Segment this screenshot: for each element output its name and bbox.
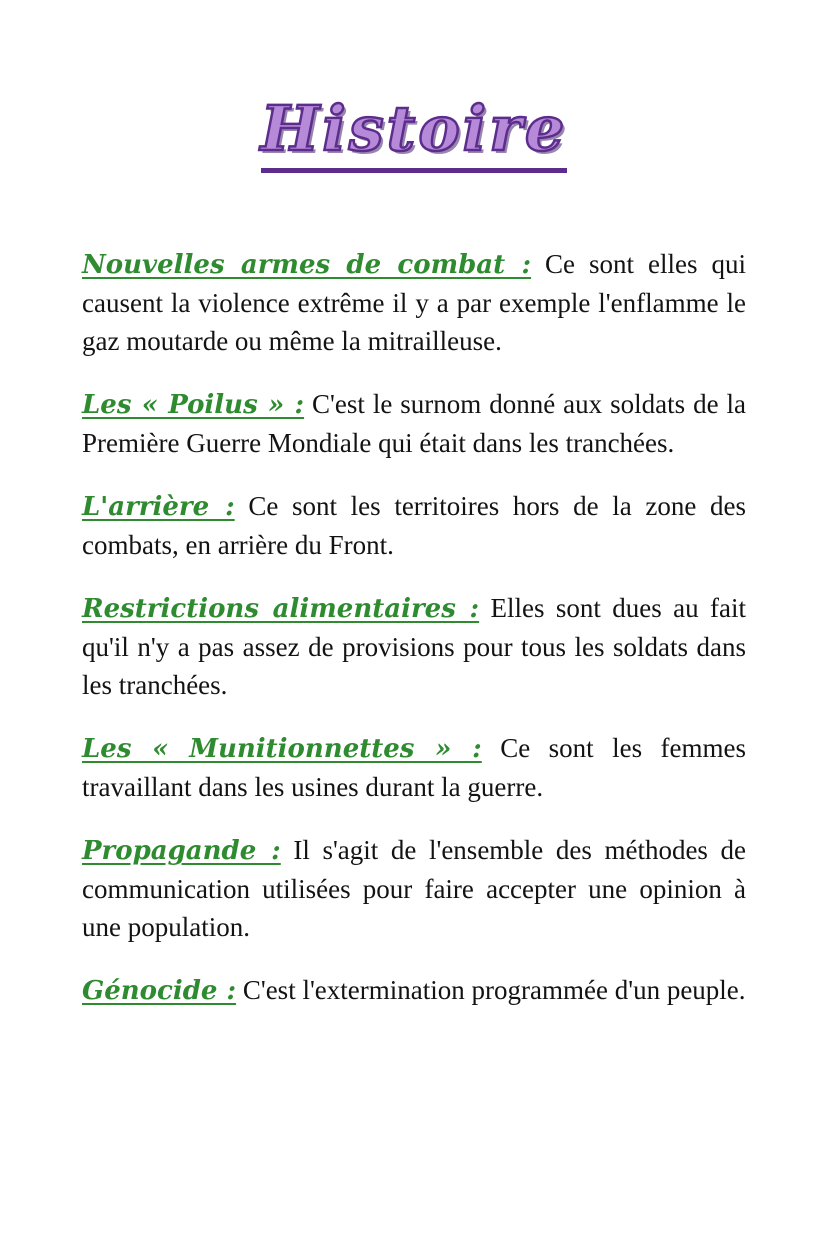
term-label: L'arrière : [82,492,235,522]
term-label: Les « Munitionnettes » : [82,734,482,764]
title-container [82,0,746,173]
term-definition-entry [82,385,746,462]
term-label: Restrictions alimentaires : [82,594,480,624]
definition-text: Il s'agit de l'ensemble des méthodes de communication utilisées pour faire accepter une opinion à une population. [82,835,747,942]
term-label: Nouvelles armes de combat : [82,250,532,280]
term-definition-entry [82,245,746,360]
term-definition-entry [82,487,746,564]
definition-text: Ce sont les territoires hors de la zone des combats, en arrière du Front. [82,491,746,560]
document-title: Histoire [261,98,568,173]
definition-text: C'est l'extermination programmée d'un peuple. [242,975,746,1005]
definition-text: Ce sont elles qui causent la violence extrême il y a par exemple l'enflamme le gaz moutarde ou même la mitrailleuse. [82,249,747,356]
term-label: Les « Poilus » : [82,390,305,420]
term-definition-entry [82,971,746,1010]
term-label: Propagande : [82,836,281,866]
term-definition-entry [82,729,746,806]
term-definition-entry [82,589,746,704]
term-label: Génocide : [82,976,237,1006]
definition-text: Ce sont les femmes travaillant dans les usines durant la guerre. [82,733,747,802]
term-definition-entry [82,831,746,946]
definition-text: Elles sont dues au fait qu'il n'y a pas assez de provisions pour tous les soldats dans les tranchées. [82,593,747,700]
definition-text: C'est le surnom donné aux soldats de la Première Guerre Mondiale qui était dans les tranchées. [82,389,746,458]
